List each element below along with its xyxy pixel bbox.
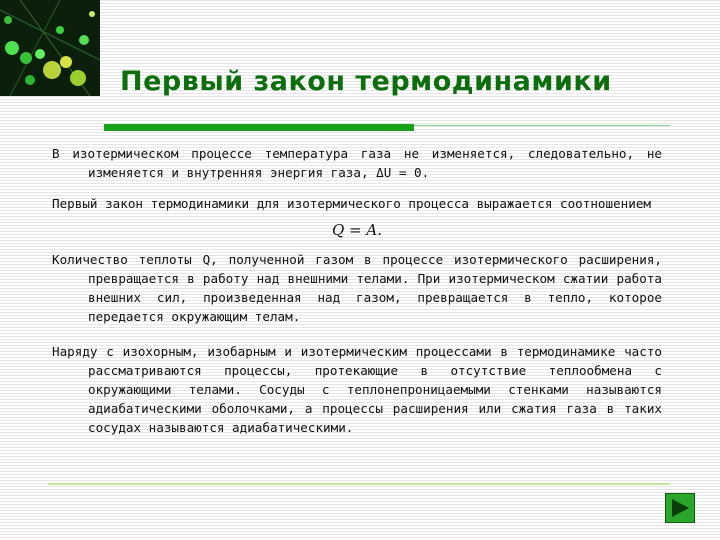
- molecules-icon: [0, 0, 100, 96]
- title-underline-bar: [104, 124, 414, 131]
- paragraph-isothermal: В изотермическом процессе температура газа не изменяется, следовательно, не изменяется и внутренняя энергия газа, ΔU = 0.: [52, 146, 662, 180]
- formula: Q = A.: [331, 221, 382, 239]
- slide-body: [52, 144, 662, 437]
- paragraph-adiabatic: Наряду с изохорным, изобарным и изотермическим процессами в термодинамике часто рассматриваются процессы, протекающие в отсутствие теплообмена с окружающими телами. Сосуды с теплонепроницаемыми стенками называются адиабатическими оболочками, а процессы расширения или сжатия газа в таких сосудах называются адиабатическими.: [52, 344, 662, 435]
- bottom-divider: [48, 483, 670, 485]
- title-underline-rule: [414, 125, 670, 126]
- corner-decoration-image: [0, 0, 100, 96]
- next-slide-button[interactable]: [665, 493, 695, 523]
- paragraph-first-law: Первый закон термодинамики для изотермического процесса выражается соотношением: [52, 196, 651, 211]
- paragraph-heat-work: Количество теплоты Q, полученной газом в процессе изотермического расширения, превращается в работу над внешними телами. При изотермическом сжатии работа внешних сил, произведенная над газом, превращается в тепло, которое передается окружающим телам.: [52, 252, 662, 324]
- play-triangle-icon: [666, 494, 694, 522]
- slide-title: Первый закон термодинамики: [120, 66, 612, 97]
